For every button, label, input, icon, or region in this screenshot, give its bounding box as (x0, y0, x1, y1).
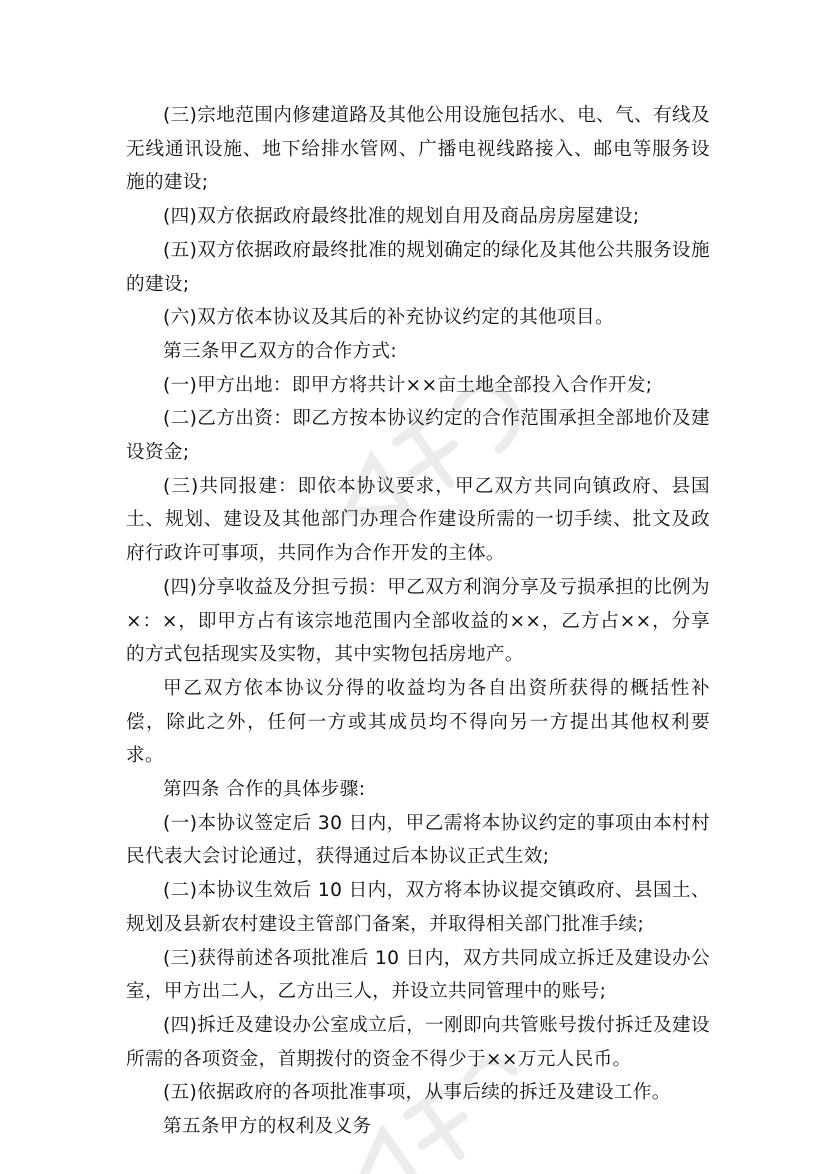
article-3-item-2: (二)乙方出资：即乙方按本协议约定的合作范围承担全部地价及建设资金; (126, 408, 710, 464)
paragraph-3-clause-5: (五)双方依据政府最终批准的规划确定的绿化及其他公共服务设施的建设; (126, 239, 710, 295)
article-4-item-4: (四)拆迁及建设办公室成立后，一刚即向共管账号拨付拆迁及建设所需的各项资金，首期拨付的资金不得少于××万元人民币。 (126, 1014, 710, 1070)
article-4-item-5: (五)依据政府的各项批准事项，从事后续的拆迁及建设工作。 (163, 1082, 671, 1104)
paragraph-3-clause-3: (三)宗地范围内修建道路及其他公用设施包括水、电、气、有线及无线通讯设施、地下给排水管网、广播电视线路接入、邮电等服务设施的建设; (126, 105, 710, 194)
article-3-supplement: 甲乙双方依本协议分得的收益均为各自出资所获得的概括性补偿，除此之外，任何一方或其成员均不得向另一方提出其他权利要求。 (126, 677, 710, 767)
article-3-item-4: (四)分享收益及分担亏损：甲乙双方利润分享及亏损承担的比例为×：×，即甲方占有该宗地范围内全部收益的××，乙方占××，分享的方式包括现实及实物，其中实物包括房地产。 (126, 576, 710, 666)
article-5-heading: 第五条甲方的权利及义务 (163, 1116, 372, 1138)
document-body (126, 99, 710, 1144)
article-4-item-3: (三)获得前述各项批准后 10 日内，双方共同成立拆迁及建设办公室，甲方出二人，乙方出三人，并设立共同管理中的账号; (126, 947, 710, 1003)
article-3-item-3: (三)共同报建：即依本协议要求，甲乙双方共同向镇政府、县国土、规划、建设及其他部门办理合作建设所需的一切手续、批文及政府行政许可事项，共同作为合作开发的主体。 (126, 475, 710, 565)
article-4-heading: 第四条 合作的具体步骤: (163, 779, 366, 801)
article-3-item-1: (一)甲方出地：即甲方将共计××亩土地全部投入合作开发; (163, 374, 653, 396)
paragraph-3-clause-4: (四)双方依据政府最终批准的规划自用及商品房房屋建设; (163, 206, 640, 228)
article-3-heading: 第三条甲乙双方的合作方式: (163, 340, 397, 362)
article-4-item-2: (二)本协议生效后 10 日内，双方将本协议提交镇政府、县国土、规划及县新农村建设主管部门备案，并取得相关部门批准手续; (126, 880, 710, 935)
paragraph-3-clause-6: (六)双方依本协议及其后的补充协议约定的其他项目。 (163, 307, 614, 329)
article-4-item-1: (一)本协议签定后 30 日内，甲乙需将本协议约定的事项由本村村民代表大会讨论通过，获得通过后本协议正式生效; (126, 812, 710, 868)
